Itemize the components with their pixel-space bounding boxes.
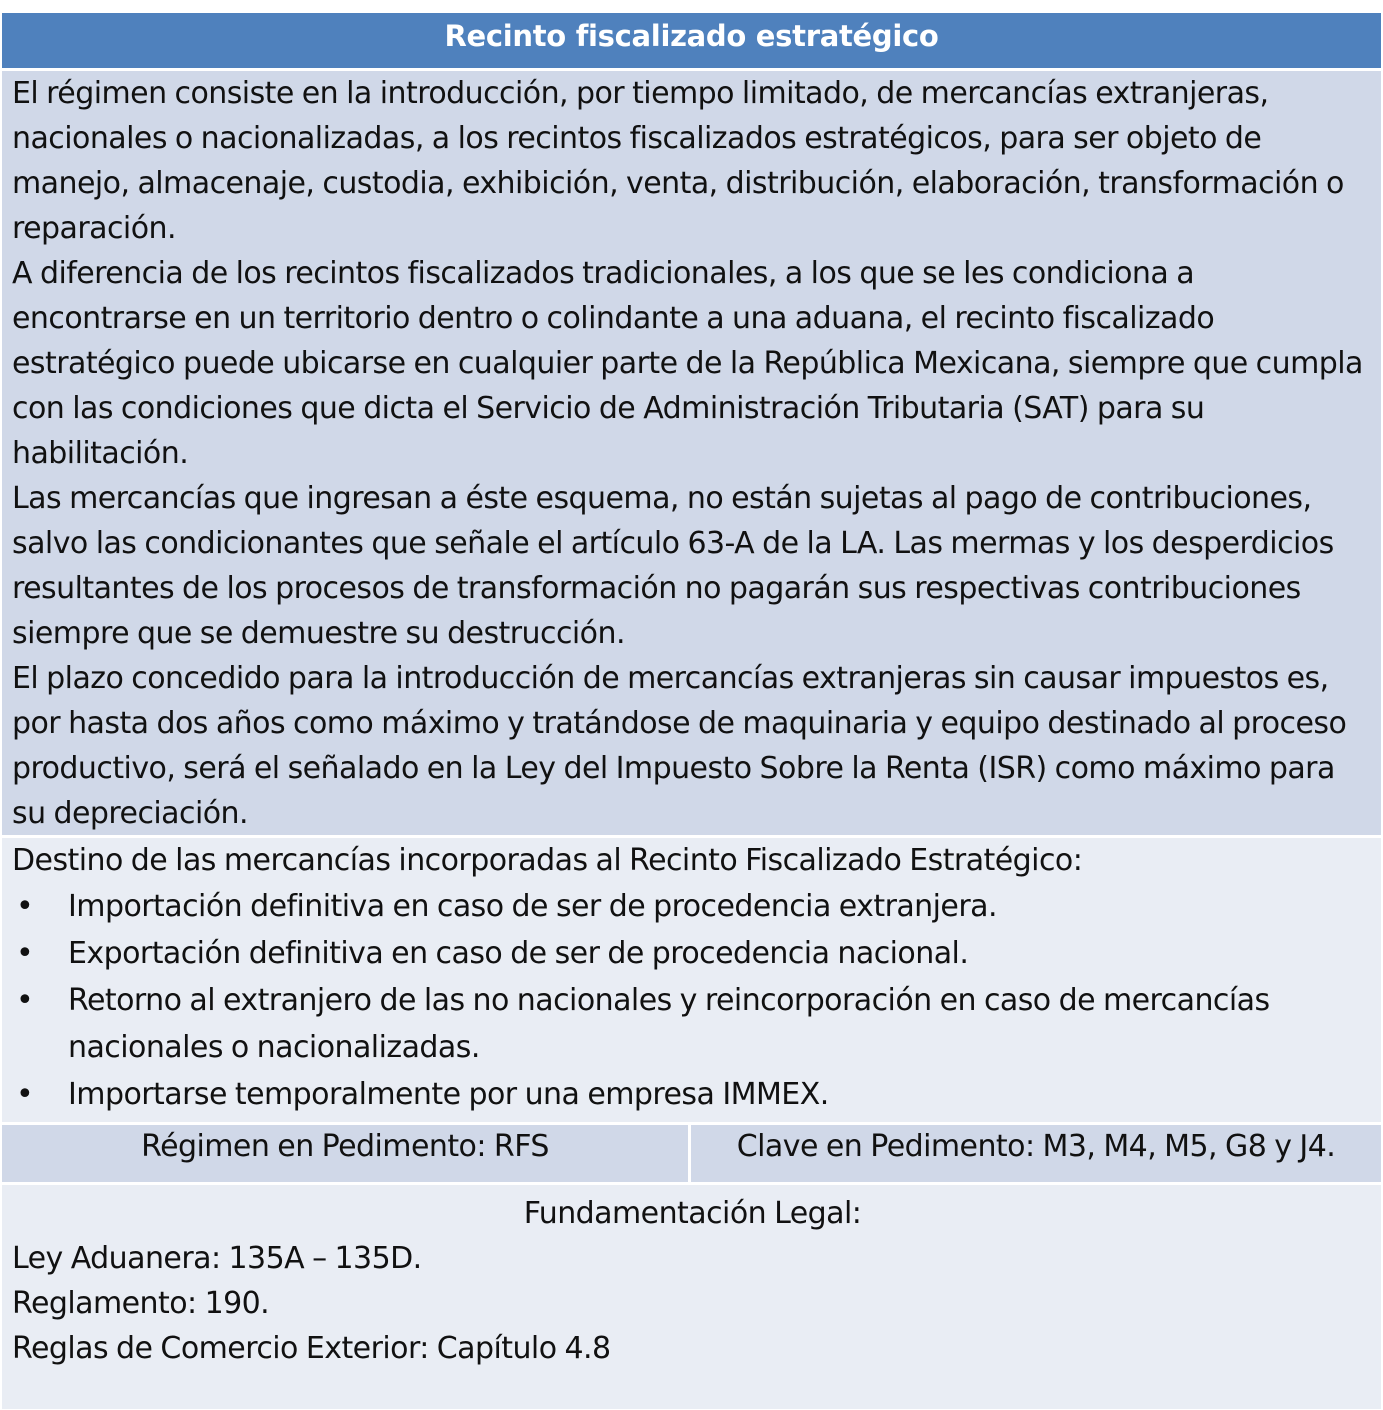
description-paragraph: Las mercancías que ingresan a éste esquema, no están sujetas al pago de contribuciones, salvo las condicionantes que señale el artículo 63-A de la LA. Las mermas y los desperdicios resultantes de los procesos de transformación no pagarán sus respectivas contribuciones siempre que se demuestre su destrucción. xyxy=(12,481,1334,651)
legal-line: Reglas de Comercio Exterior: Capítulo 4.8 xyxy=(12,1331,611,1366)
destino-intro: Destino de las mercancías incorporadas al Recinto Fiscalizado Estratégico: xyxy=(12,843,1083,878)
table-title: Recinto fiscalizado estratégico xyxy=(2,13,1381,71)
list-item-text: Retorno al extranjero de las no nacionales y reincorporación en caso de mercancías nacionales o nacionalizadas. xyxy=(68,983,1270,1065)
legal-section xyxy=(2,1185,1381,1409)
destino-section xyxy=(2,838,1381,1125)
list-item-text: Importación definitiva en caso de ser de procedencia extranjera. xyxy=(68,889,997,924)
legal-line: Ley Aduanera: 135A – 135D. xyxy=(12,1241,422,1276)
list-item-text: Exportación definitiva en caso de ser de procedencia nacional. xyxy=(68,936,969,971)
legal-line: Reglamento: 190. xyxy=(12,1286,270,1321)
description-paragraph: El plazo concedido para la introducción de mercancías extranjeras sin causar impuestos es, por hasta dos años como máximo y tratándose de maquinaria y equipo destinado al proceso productivo, será el señalado en la Ley del Impuesto Sobre la Renta (ISR) como máximo para su depreciación. xyxy=(12,661,1347,831)
regimen-pedimento: Régimen en Pedimento: RFS xyxy=(2,1125,691,1182)
bullet-icon: • xyxy=(16,983,34,1018)
pedimento-row xyxy=(2,1125,1381,1185)
list-item xyxy=(12,977,1373,1071)
bullet-icon: • xyxy=(16,1077,34,1112)
description-paragraph: El régimen consiste en la introducción, por tiempo limitado, de mercancías extranjeras, nacionales o nacionalizadas, a los recintos fiscalizados estratégicos, para ser objeto de manejo, almacenaje, custodia, exhibición, venta, distribución, elaboración, transformación o reparación. xyxy=(12,76,1344,246)
list-item-text: Importarse temporalmente por una empresa IMMEX. xyxy=(68,1077,829,1112)
bullet-icon: • xyxy=(16,936,34,971)
clave-pedimento: Clave en Pedimento: M3, M4, M5, G8 y J4. xyxy=(736,1129,1336,1164)
regime-table xyxy=(2,13,1381,1409)
destino-list xyxy=(12,883,1373,1118)
list-item xyxy=(12,883,1373,930)
description-paragraph: A diferencia de los recintos fiscalizados tradicionales, a los que se les condiciona a encontrarse en un territorio dentro o colindante a una aduana, el recinto fiscalizado estratégico puede ubicarse en cualquier parte de la República Mexicana, siempre que cumpla con las condiciones que dicta el Servicio de Administración Tributaria (SAT) para su habilitación. xyxy=(12,256,1363,471)
bullet-icon: • xyxy=(16,889,34,924)
list-item xyxy=(12,930,1373,977)
legal-title: Fundamentación Legal: xyxy=(523,1196,862,1231)
description-section xyxy=(2,71,1381,838)
list-item xyxy=(12,1071,1373,1118)
